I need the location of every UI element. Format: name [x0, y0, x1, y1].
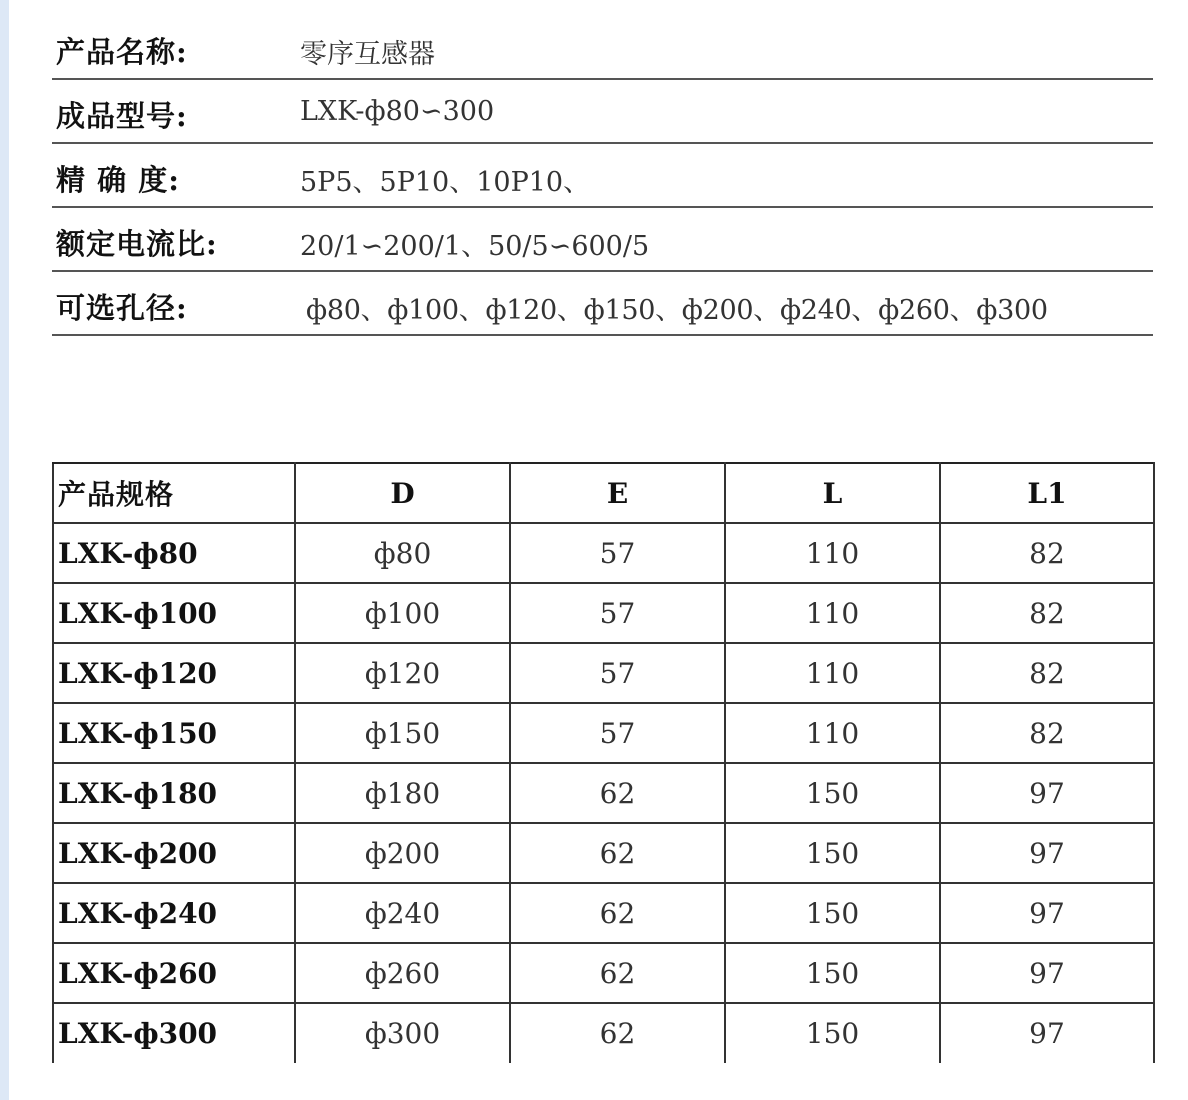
cell-model: LXK-ф180	[53, 763, 295, 823]
info-row-model	[52, 80, 1153, 144]
table-row	[53, 523, 1154, 583]
cell-d: ф180	[295, 763, 510, 823]
cell-d: ф200	[295, 823, 510, 883]
cell-l1: 97	[940, 943, 1154, 1003]
table-row	[53, 643, 1154, 703]
cell-l1: 97	[940, 1003, 1154, 1063]
table-header-row	[53, 463, 1154, 523]
spec-table	[52, 462, 1155, 1063]
cell-l1: 97	[940, 883, 1154, 943]
cell-l: 110	[725, 583, 940, 643]
table-row	[53, 943, 1154, 1003]
cell-d: ф300	[295, 1003, 510, 1063]
cell-e: 62	[510, 763, 725, 823]
cell-l: 150	[725, 823, 940, 883]
info-label: 产品名称:	[56, 35, 188, 69]
info-row-aperture	[52, 272, 1153, 336]
info-value: 零序互感器	[300, 39, 435, 70]
cell-e: 57	[510, 583, 725, 643]
cell-model: LXK-ф260	[53, 943, 295, 1003]
cell-e: 62	[510, 883, 725, 943]
column-header-l: L	[725, 463, 940, 523]
column-header-spec: 产品规格	[53, 463, 295, 523]
info-value: LXK-ф80∽300	[300, 96, 495, 127]
info-value: 5P5、5P10、10P10、	[300, 167, 591, 198]
table-row	[53, 703, 1154, 763]
info-value: ф80、ф100、ф120、ф150、ф200、ф240、ф260、ф300	[306, 295, 1048, 326]
table-row	[53, 583, 1154, 643]
cell-l: 110	[725, 523, 940, 583]
column-header-e: E	[510, 463, 725, 523]
cell-d: ф150	[295, 703, 510, 763]
column-header-l1: L1	[940, 463, 1154, 523]
cell-l: 150	[725, 1003, 940, 1063]
cell-model: LXK-ф80	[53, 523, 295, 583]
cell-l1: 82	[940, 523, 1154, 583]
cell-d: ф100	[295, 583, 510, 643]
cell-d: ф120	[295, 643, 510, 703]
cell-l1: 97	[940, 823, 1154, 883]
table-row	[53, 823, 1154, 883]
info-label: 精 确 度:	[56, 163, 180, 197]
cell-model: LXK-ф150	[53, 703, 295, 763]
info-row-accuracy	[52, 144, 1153, 208]
cell-e: 62	[510, 823, 725, 883]
product-info-list	[52, 16, 1153, 336]
column-header-d: D	[295, 463, 510, 523]
cell-model: LXK-ф200	[53, 823, 295, 883]
cell-l: 150	[725, 943, 940, 1003]
cell-l: 150	[725, 883, 940, 943]
cell-e: 62	[510, 943, 725, 1003]
table-row	[53, 1003, 1154, 1063]
cell-l1: 82	[940, 703, 1154, 763]
cell-d: ф240	[295, 883, 510, 943]
cell-l1: 82	[940, 583, 1154, 643]
info-value: 20/1∽200/1、50/5∽600/5	[300, 231, 650, 262]
cell-l1: 97	[940, 763, 1154, 823]
cell-l: 150	[725, 763, 940, 823]
cell-model: LXK-ф120	[53, 643, 295, 703]
info-row-product-name	[52, 16, 1153, 80]
cell-e: 57	[510, 643, 725, 703]
cell-model: LXK-ф300	[53, 1003, 295, 1063]
info-label: 成品型号:	[56, 99, 188, 133]
table-row	[53, 763, 1154, 823]
table-row	[53, 883, 1154, 943]
cell-e: 57	[510, 523, 725, 583]
cell-e: 62	[510, 1003, 725, 1063]
cell-l: 110	[725, 703, 940, 763]
info-label: 额定电流比:	[56, 227, 218, 261]
cell-d: ф80	[295, 523, 510, 583]
info-label: 可选孔径:	[56, 291, 188, 325]
cell-model: LXK-ф100	[53, 583, 295, 643]
info-row-current-ratio	[52, 208, 1153, 272]
cell-l1: 82	[940, 643, 1154, 703]
cell-d: ф260	[295, 943, 510, 1003]
cell-l: 110	[725, 643, 940, 703]
cell-e: 57	[510, 703, 725, 763]
cell-model: LXK-ф240	[53, 883, 295, 943]
